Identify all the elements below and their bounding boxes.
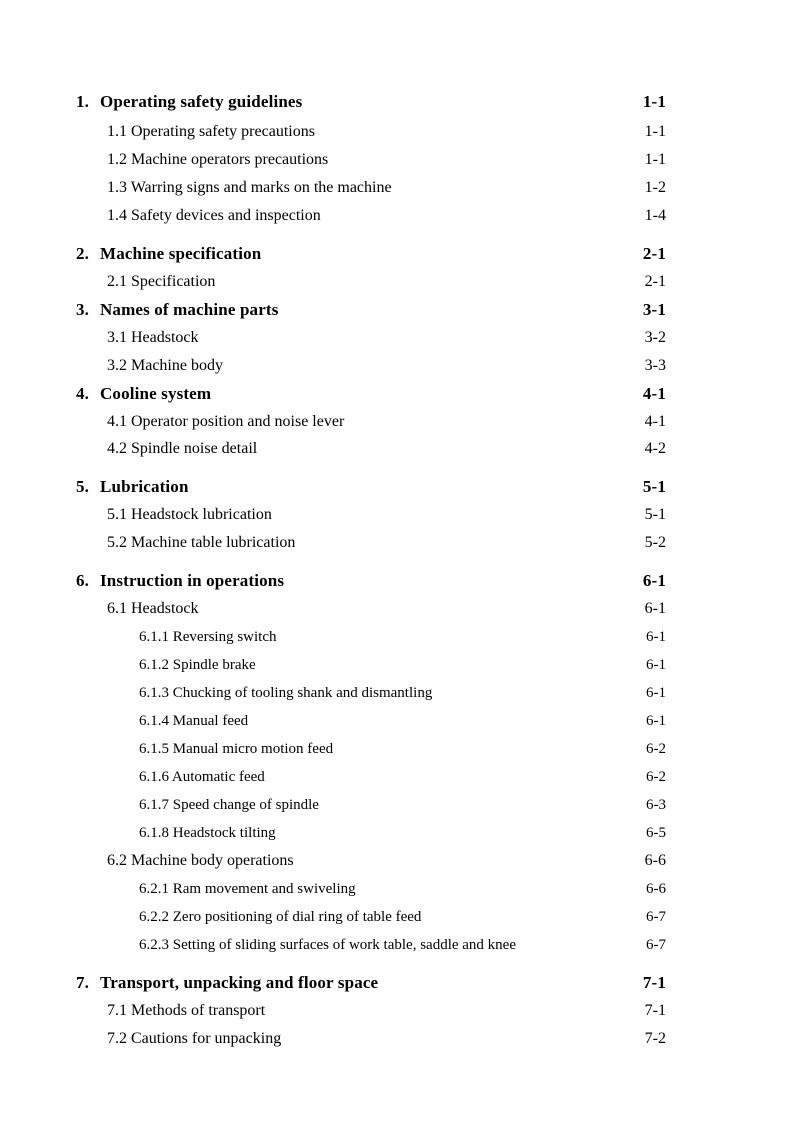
toc-entry-5-2[interactable] xyxy=(0,531,793,555)
page-number: 6-1 xyxy=(642,571,666,590)
toc-entry-6-1-7[interactable] xyxy=(0,793,793,817)
entry-title: 6.1.5 Manual micro motion feed xyxy=(139,741,334,757)
page-number: 6-1 xyxy=(646,629,666,645)
page-number: 6-1 xyxy=(646,713,666,729)
entry-title: 3.2 Machine body xyxy=(107,357,223,374)
toc-entry-6-1-5[interactable] xyxy=(0,737,793,761)
entry-title: 6.1.2 Spindle brake xyxy=(139,657,256,673)
section-number: 2. xyxy=(76,244,90,263)
toc-section-7[interactable] xyxy=(0,971,793,995)
toc-entry-6-1-1[interactable] xyxy=(0,625,793,649)
toc-entry-6-2-2[interactable] xyxy=(0,905,793,929)
entry-title: 6.2 Machine body operations xyxy=(107,852,294,869)
entry-title: 6.2.1 Ram movement and swiveling xyxy=(139,881,356,897)
entry-title: 6.2.3 Setting of sliding surfaces of work table, saddle and knee xyxy=(139,937,516,953)
page-number: 6-2 xyxy=(646,769,666,785)
toc-entry-6-2-3[interactable] xyxy=(0,933,793,957)
page-number: 3-1 xyxy=(642,300,666,319)
entry-title: 5.1 Headstock lubrication xyxy=(107,506,272,523)
toc-entry-3-2[interactable] xyxy=(0,354,793,378)
toc-entry-6-1-2[interactable] xyxy=(0,653,793,677)
page-number: 1-4 xyxy=(644,207,666,224)
toc-entry-6-2-1[interactable] xyxy=(0,877,793,901)
section-number: 6. xyxy=(76,571,90,590)
toc-entry-7-1[interactable] xyxy=(0,999,793,1023)
entry-title: 1.4 Safety devices and inspection xyxy=(107,207,321,224)
toc-section-6[interactable] xyxy=(0,569,793,593)
page-number: 6-6 xyxy=(646,881,666,897)
toc-section-4[interactable] xyxy=(0,382,793,406)
section-number: 5. xyxy=(76,477,90,496)
section-title: Machine specification xyxy=(100,244,262,263)
section-number: 7. xyxy=(76,973,90,992)
toc-entry-6-1-3[interactable] xyxy=(0,681,793,705)
entry-title: 1.3 Warring signs and marks on the machine xyxy=(107,179,392,196)
page-number: 6-2 xyxy=(646,741,666,757)
entry-title: 6.1 Headstock xyxy=(107,600,199,617)
toc-entry-6-1-4[interactable] xyxy=(0,709,793,733)
page-number: 6-3 xyxy=(646,797,666,813)
entry-title: 6.1.6 Automatic feed xyxy=(139,769,265,785)
page-number: 3-2 xyxy=(644,329,666,346)
page-number: 6-5 xyxy=(646,825,666,841)
page-number: 3-3 xyxy=(644,357,666,374)
toc-entry-1-1[interactable] xyxy=(0,120,793,144)
section-number: 4. xyxy=(76,384,90,403)
entry-title: 1.2 Machine operators precautions xyxy=(107,151,329,168)
page-number: 7-1 xyxy=(642,973,666,992)
page-number: 5-1 xyxy=(642,477,666,496)
toc-entry-6-1-6[interactable] xyxy=(0,765,793,789)
page-number: 6-1 xyxy=(646,657,666,673)
section-number: 1. xyxy=(76,92,90,111)
entry-title: 6.1.3 Chucking of tooling shank and dismantling xyxy=(139,685,433,701)
toc-entry-6-1-8[interactable] xyxy=(0,821,793,845)
entry-title: 1.1 Operating safety precautions xyxy=(107,123,315,140)
toc-entry-2-1[interactable] xyxy=(0,270,793,294)
section-title: Instruction in operations xyxy=(100,571,285,590)
section-title: Lubrication xyxy=(100,477,189,496)
page-number: 5-2 xyxy=(644,534,666,551)
entry-title: 2.1 Specification xyxy=(107,273,216,290)
entry-title: 6.1.8 Headstock tilting xyxy=(139,825,276,841)
entry-title: 5.2 Machine table lubrication xyxy=(107,534,296,551)
toc-entry-5-1[interactable] xyxy=(0,503,793,527)
page-number: 6-1 xyxy=(644,600,666,617)
toc-entry-1-2[interactable] xyxy=(0,148,793,172)
toc-entry-1-3[interactable] xyxy=(0,176,793,200)
page-number: 1-1 xyxy=(644,123,666,140)
page-number: 6-6 xyxy=(644,852,666,869)
page-number: 4-1 xyxy=(642,384,666,403)
toc-entry-4-2[interactable] xyxy=(0,437,793,461)
page-number: 2-1 xyxy=(642,244,666,263)
toc-section-1[interactable] xyxy=(0,90,793,114)
section-title: Cooline system xyxy=(100,384,212,403)
entry-title: 6.1.7 Speed change of spindle xyxy=(139,797,319,813)
page-number: 5-1 xyxy=(644,506,666,523)
entry-title: 3.1 Headstock xyxy=(107,329,199,346)
page-number: 1-2 xyxy=(644,179,666,196)
section-number: 3. xyxy=(76,300,90,319)
entry-title: 6.2.2 Zero positioning of dial ring of table feed xyxy=(139,909,422,925)
page-number: 4-2 xyxy=(644,440,666,457)
entry-title: 6.1.4 Manual feed xyxy=(139,713,249,729)
page-number: 7-1 xyxy=(644,1002,666,1019)
toc-entry-3-1[interactable] xyxy=(0,326,793,350)
page-number: 1-1 xyxy=(644,151,666,168)
page-number: 7-2 xyxy=(644,1030,666,1047)
toc-entry-4-1[interactable] xyxy=(0,410,793,434)
section-title: Transport, unpacking and floor space xyxy=(100,973,379,992)
page-number: 6-1 xyxy=(646,685,666,701)
entry-title: 7.1 Methods of transport xyxy=(107,1002,266,1019)
page-number: 6-7 xyxy=(646,909,666,925)
entry-title: 4.2 Spindle noise detail xyxy=(107,440,258,457)
toc-section-2[interactable] xyxy=(0,242,793,266)
page-number: 6-7 xyxy=(646,937,666,953)
section-title: Names of machine parts xyxy=(100,300,279,319)
entry-title: 4.1 Operator position and noise lever xyxy=(107,413,345,430)
toc-entry-7-2[interactable] xyxy=(0,1027,793,1051)
entry-title: 6.1.1 Reversing switch xyxy=(139,629,277,645)
page-number: 4-1 xyxy=(644,413,666,430)
section-title: Operating safety guidelines xyxy=(100,92,303,111)
entry-title: 7.2 Cautions for unpacking xyxy=(107,1030,282,1047)
toc-entry-6-1[interactable] xyxy=(0,597,793,621)
toc-section-5[interactable] xyxy=(0,475,793,499)
toc-entry-1-4[interactable] xyxy=(0,204,793,228)
page-number: 1-1 xyxy=(642,92,666,111)
page-number: 2-1 xyxy=(644,273,666,290)
toc-section-3[interactable] xyxy=(0,298,793,322)
toc-entry-6-2[interactable] xyxy=(0,849,793,873)
